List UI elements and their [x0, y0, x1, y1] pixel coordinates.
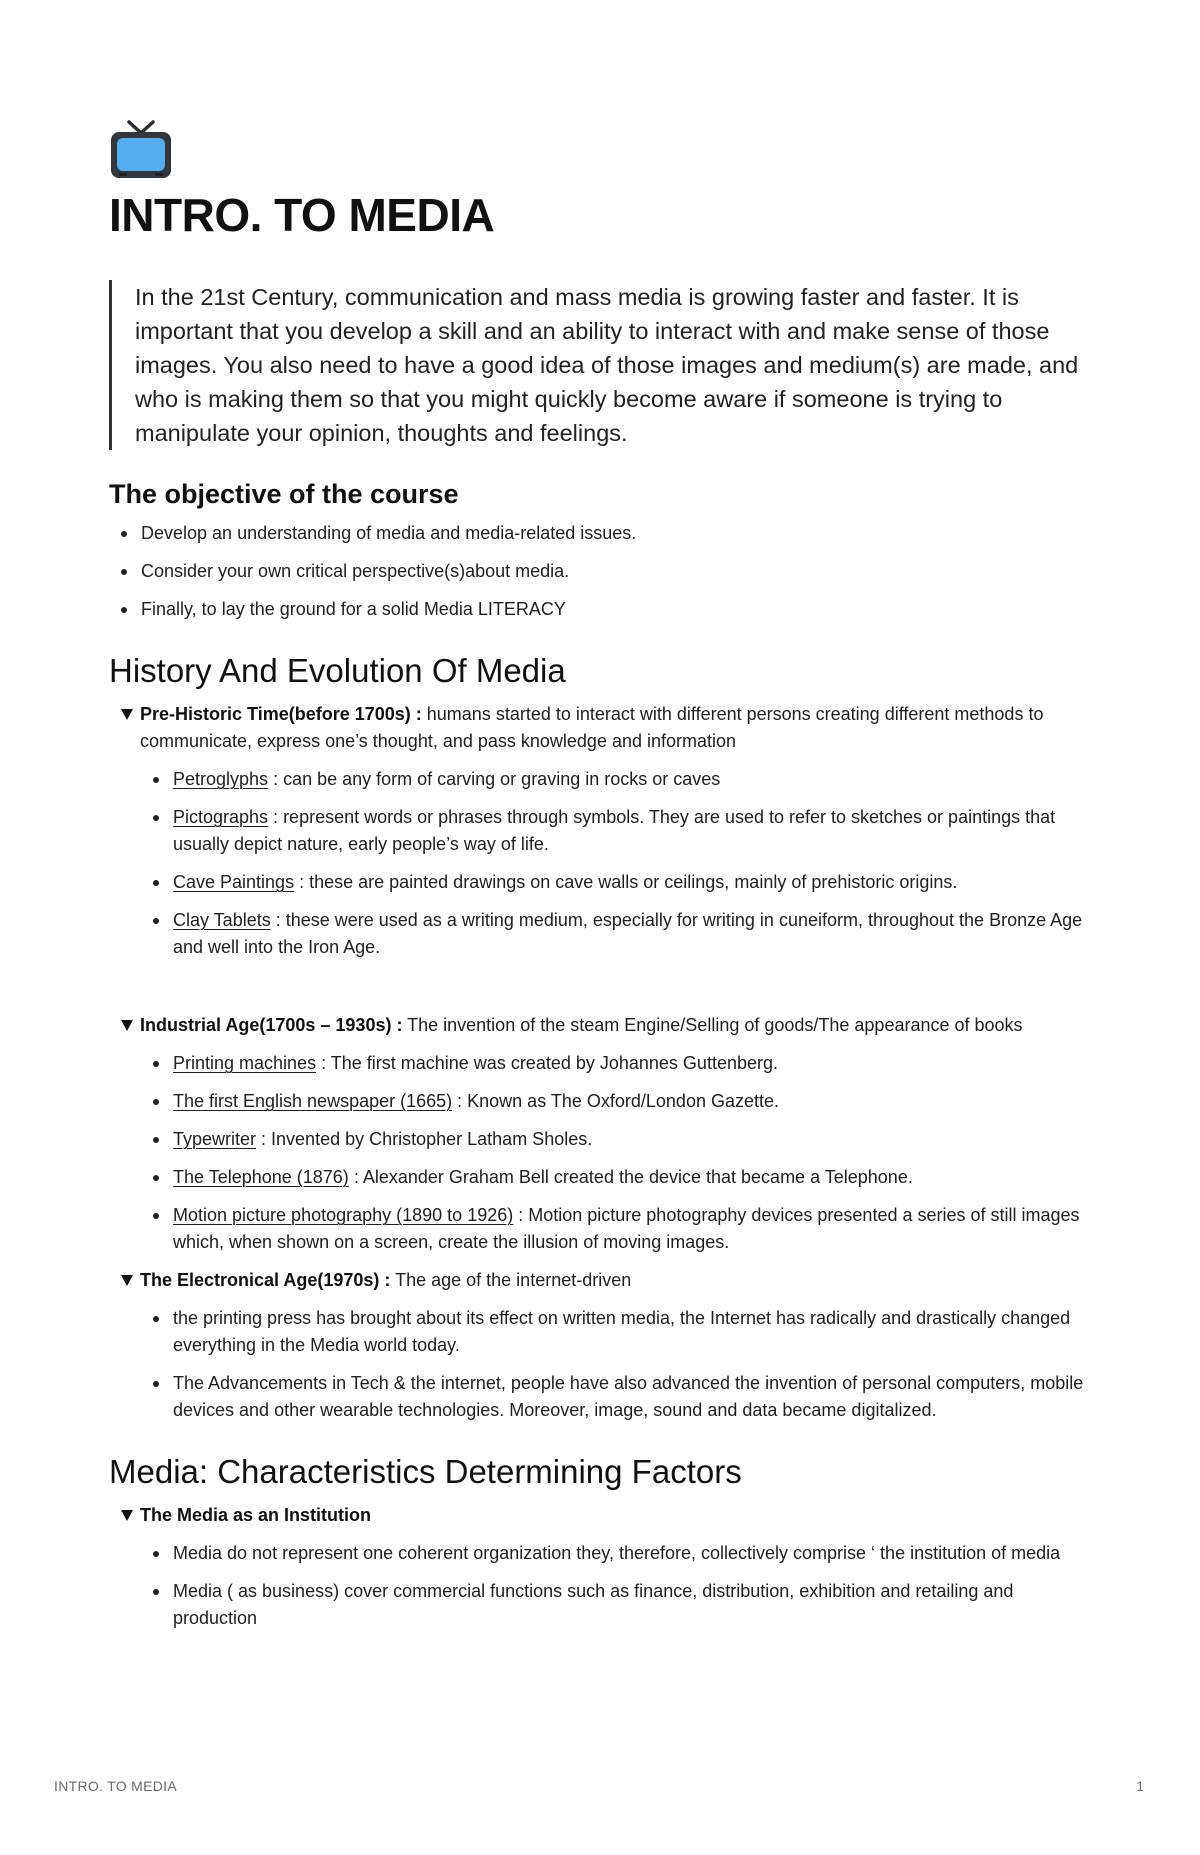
- term-desc: : Alexander Graham Bell created the device that became a Telephone.: [348, 1167, 913, 1187]
- term-desc: : these are painted drawings on cave walls or ceilings, mainly of prehistoric origins.: [294, 872, 958, 892]
- term-link[interactable]: Printing machines: [173, 1053, 317, 1073]
- list-item: Consider your own critical perspective(s)about media.: [109, 558, 1094, 585]
- term-link[interactable]: Typewriter: [173, 1129, 257, 1149]
- toggle-triangle-icon[interactable]: [121, 1510, 133, 1521]
- list-item: The Advancements in Tech & the internet, people have also advanced the invention of personal computers, mobile devices and other wearable technologies. Moreover, image, sound and data became digitalized.: [141, 1370, 1094, 1424]
- toggle-industrial[interactable]: [121, 1012, 1094, 1039]
- toggle-body-industrial: [121, 1050, 1094, 1256]
- list-item: [141, 907, 1094, 961]
- page-number: 1: [1136, 1778, 1144, 1794]
- television-icon: [109, 118, 173, 182]
- footer-title: INTRO. TO MEDIA: [54, 1778, 177, 1794]
- history-heading: History And Evolution Of Media: [109, 652, 566, 689]
- term-link[interactable]: Clay Tablets: [173, 910, 271, 930]
- toggle-lead: The Media as an Institution: [140, 1505, 372, 1525]
- list-item: [141, 1202, 1094, 1256]
- toggle-electronical[interactable]: [121, 1267, 1094, 1294]
- list-item: Develop an understanding of media and media-related issues.: [109, 520, 1094, 547]
- list-item: Finally, to lay the ground for a solid Media LITERACY: [109, 596, 1094, 623]
- intro-quote: In the 21st Century, communication and mass media is growing faster and faster. It is important that you develop a skill and an ability to interact with and make sense of those images. You also need to have a good idea of those images and medium(s) are made, and who is making them so that you might quickly become aware if someone is trying to manipulate your opinion, thoughts and feelings.: [109, 280, 1094, 450]
- term-desc: : Invented by Christopher Latham Sholes.: [256, 1129, 593, 1149]
- list-item: [141, 869, 1094, 896]
- term-desc: : Known as The Oxford/London Gazette.: [452, 1091, 780, 1111]
- toggle-lead: Industrial Age(1700s – 1930s) :: [140, 1015, 403, 1035]
- list-item: [141, 804, 1094, 858]
- term-link[interactable]: Motion picture photography (1890 to 1926): [173, 1205, 514, 1225]
- term-desc: : The first machine was created by Johannes Guttenberg.: [316, 1053, 778, 1073]
- term-link[interactable]: Cave Paintings: [173, 872, 295, 892]
- toggle-lead: Pre-Historic Time(before 1700s) :: [140, 704, 422, 724]
- list-item: [141, 1164, 1094, 1191]
- list-item: [141, 1050, 1094, 1077]
- page-title: INTRO. TO MEDIA: [109, 189, 495, 241]
- term-link[interactable]: Petroglyphs: [173, 769, 269, 789]
- list-item: [141, 766, 1094, 793]
- term-desc: : Motion picture photography devices presented a series of still images which, when shown on a screen, create the illusion of moving images.: [173, 1205, 1080, 1252]
- term-link[interactable]: The Telephone (1876): [173, 1167, 349, 1187]
- term-link[interactable]: The first English newspaper (1665): [173, 1091, 453, 1111]
- list-item: Media do not represent one coherent organization they, therefore, collectively comprise ‘ the institution of media: [141, 1540, 1094, 1567]
- toggle-triangle-icon[interactable]: [121, 1020, 133, 1031]
- toggle-body-institution: [121, 1540, 1094, 1632]
- toggle-triangle-icon[interactable]: [121, 1275, 133, 1286]
- term-desc: : these were used as a writing medium, especially for writing in cuneiform, throughout the Bronze Age and well into the Iron Age.: [173, 910, 1083, 957]
- toggle-lead: The Electronical Age(1970s) :: [140, 1270, 391, 1290]
- toggle-prehistoric[interactable]: [121, 701, 1094, 755]
- content-flow: [109, 476, 1094, 1643]
- objective-list: [109, 520, 1094, 623]
- toggle-institution[interactable]: [121, 1502, 1094, 1529]
- toggle-text: The age of the internet-driven: [390, 1270, 632, 1290]
- toggle-triangle-icon[interactable]: [121, 709, 133, 720]
- term-link[interactable]: Pictographs: [173, 807, 269, 827]
- toggle-text: humans started to interact with different persons creating different methods to communicate, express one’s thought, and pass knowledge and information: [140, 704, 1044, 751]
- list-item: the printing press has brought about its effect on written media, the Internet has radically and drastically changed everything in the Media world today.: [141, 1305, 1094, 1359]
- toggle-body-prehistoric: [121, 766, 1094, 961]
- toggle-text: The invention of the steam Engine/Selling of goods/The appearance of books: [402, 1015, 1023, 1035]
- toggle-body-electronical: [121, 1305, 1094, 1424]
- list-item: [141, 1088, 1094, 1115]
- list-item: Media ( as business) cover commercial functions such as finance, distribution, exhibition and retailing and production: [141, 1578, 1094, 1632]
- term-desc: : can be any form of carving or graving in rocks or caves: [268, 769, 721, 789]
- term-desc: : represent words or phrases through symbols. They are used to refer to sketches or paintings that usually depict nature, early people’s way of life.: [173, 807, 1056, 854]
- objective-heading: The objective of the course: [109, 479, 459, 509]
- spacer: [109, 972, 1094, 1012]
- list-item: [141, 1126, 1094, 1153]
- characteristics-heading: Media: Characteristics Determining Factors: [109, 1453, 742, 1490]
